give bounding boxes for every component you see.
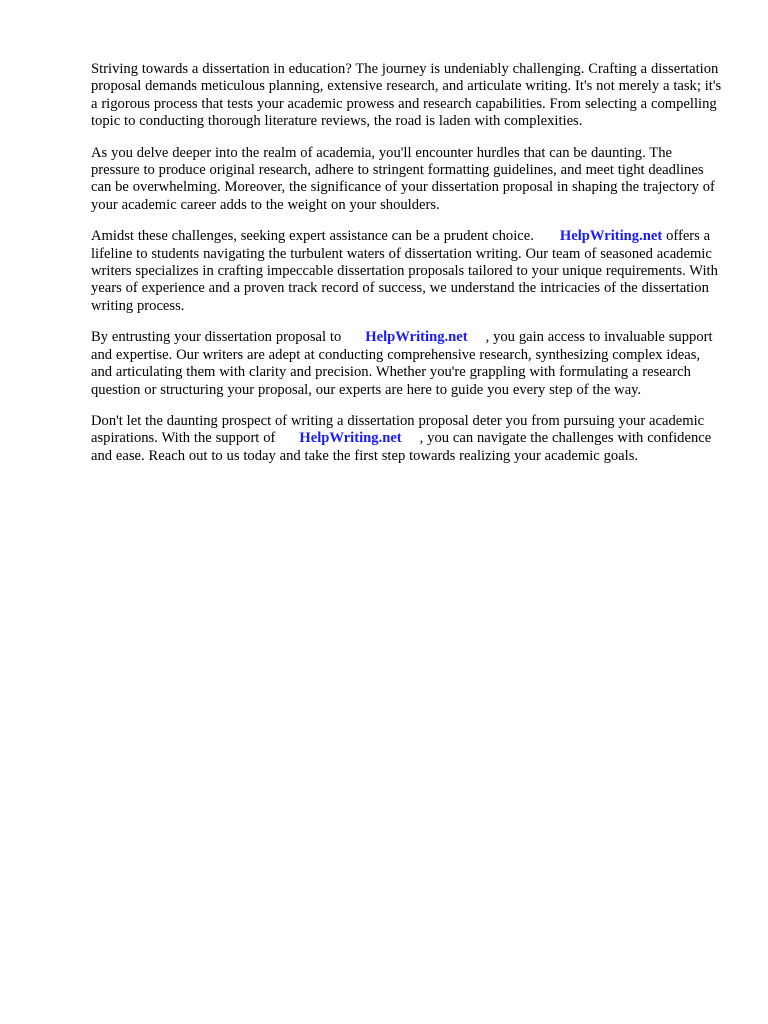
paragraph-challenges: As you delve deeper into the realm of academia, you'll encounter hurdles that can be daunting. The pressure to produce original research, adhere to stringent formatting guidelines, and meet tight deadlines can be overwhelming. Moreover, the significance of your dissertation proposal in shaping the trajectory of your academic career adds to the weight on your shoulders. [91, 144, 715, 213]
paragraph-closing [91, 413, 723, 465]
paragraph-intro: Striving towards a dissertation in education? The journey is undeniably challenging. Crafting a dissertation proposal demands meticulous planning, extensive research, and articulate writing. It's not merely a task; it's a rigorous process that tests your academic prowess and research capabilities. From selecting a compelling topic to conducting thorough literature reviews, the road is laden with complexities. [91, 61, 722, 130]
helpwriting-link[interactable]: HelpWriting.net [365, 329, 468, 346]
paragraph-entrusting-text-before: By entrusting your dissertation proposal to [91, 329, 342, 346]
paragraph-assistance-text-after: offers a lifeline to students navigating the turbulent waters of dissertation writing. Our team of seasoned academic writers specializes in crafting impeccable dissertation proposals tailored to your unique requirements. With years of experience and a proven track record of success, we understand the intricacies of the dissertation writing process. [91, 228, 718, 314]
paragraph-closing-text-before: Don't let the daunting prospect of writing a dissertation proposal deter you from pursuing your academic aspirations. With the support of [91, 412, 705, 447]
paragraph-entrusting [91, 329, 723, 399]
paragraph-closing-text-after: , you can navigate the challenges with confidence and ease. Reach out to us today and take the first step towards realizing your academic goals. [91, 430, 712, 464]
helpwriting-link[interactable]: HelpWriting.net [559, 228, 663, 245]
paragraph-assistance-text-before: Amidst these challenges, seeking expert assistance can be a prudent choice. [91, 228, 534, 245]
helpwriting-link[interactable]: HelpWriting.net [299, 430, 402, 447]
paragraph-entrusting-text-after: , you gain access to invaluable support and expertise. Our writers are adept at conducting comprehensive research, synthesizing complex ideas, and articulating them with clarity and precision. Whether you're grappling with formulating a research question or structuring your proposal, our experts are here to guide you every step of the way. [91, 329, 713, 398]
paragraph-assistance [91, 228, 723, 315]
document-body [91, 61, 723, 479]
